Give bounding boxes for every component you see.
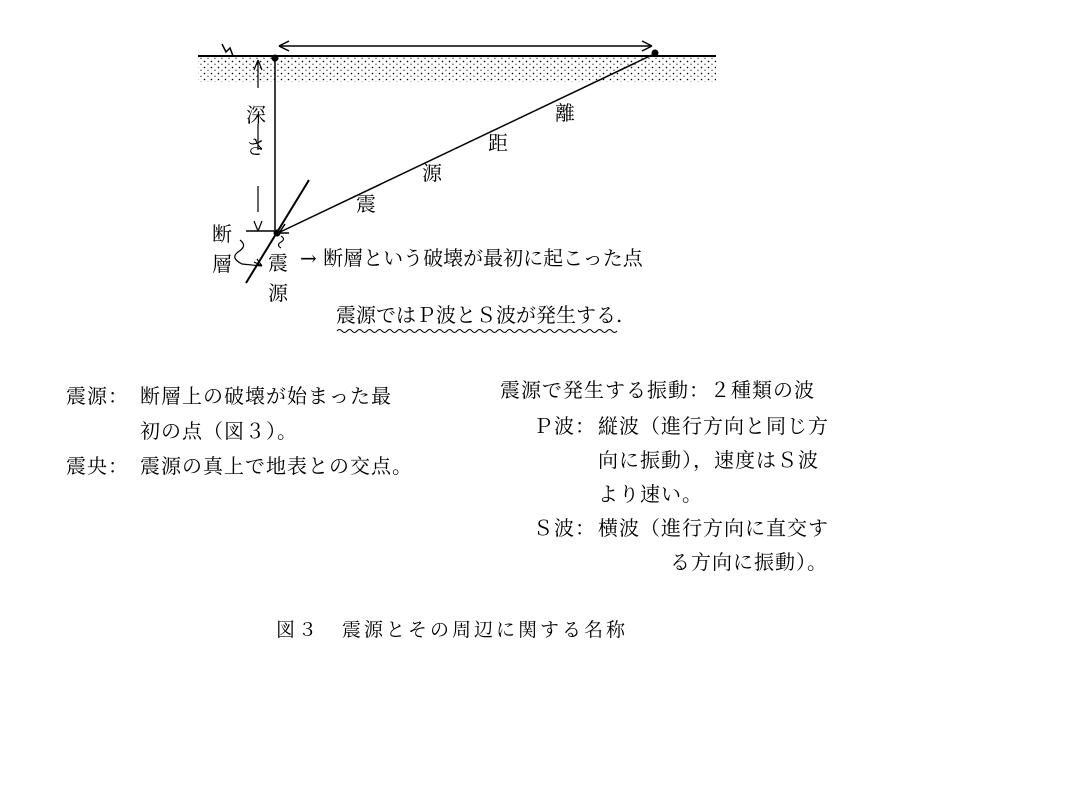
waves-title: 震源で発生する振動：２種類の波 xyxy=(500,378,815,402)
wave-note-underline xyxy=(337,330,617,333)
ground-surface-marker xyxy=(222,44,233,56)
hypocenter-wiggle xyxy=(279,236,284,248)
station-point xyxy=(652,50,659,57)
figure-caption: 図３ 震源とその周辺に関する名称 xyxy=(276,619,629,641)
hypocentral-distance-label-3: 距 xyxy=(488,131,508,155)
hypocenter-label-2: 源 xyxy=(268,281,288,305)
p-wave-line2: 向に振動），速度はＳ波 xyxy=(598,448,819,472)
hypocenter-term: 震源： xyxy=(66,384,129,408)
wave-note: 震源ではＰ波とＳ波が発生する. xyxy=(336,303,623,327)
s-wave-term: Ｓ波： xyxy=(533,516,596,540)
s-wave-line2: る方向に振動）。 xyxy=(670,550,828,574)
p-wave-term: Ｐ波： xyxy=(533,414,596,438)
hypocenter-point xyxy=(274,230,281,237)
fault-label-1: 断 xyxy=(212,222,232,246)
hypocentral-distance-label-1: 震 xyxy=(356,192,376,216)
p-wave-line1: 縦波（進行方向と同じ方 xyxy=(598,414,829,438)
s-wave-line1: 横波（進行方向に直交す xyxy=(598,516,829,540)
depth-label-1: 深 xyxy=(246,103,266,127)
hypocentral-distance-label-4: 離 xyxy=(555,101,575,125)
epicenter-definition-line1: 震源の真上で地表との交点。 xyxy=(140,454,413,478)
hypocenter-definition-line1: 断層上の破壊が始まった最 xyxy=(140,384,392,408)
hypocentral-distance-label-2: 源 xyxy=(422,161,442,185)
epicenter-term: 震央： xyxy=(66,454,129,478)
depth-arrowhead-bottom xyxy=(254,221,262,231)
hypocenter-description: → 断層という破壊が最初に起こった点 xyxy=(300,246,643,270)
hypocenter-definition-line2: 初の点（図３）。 xyxy=(140,419,298,443)
p-wave-line3: より速い。 xyxy=(598,482,703,506)
hypocenter-label-1: 震 xyxy=(268,251,288,275)
fault-label-2: 層 xyxy=(212,252,232,276)
depth-label-2: さ xyxy=(246,135,266,159)
